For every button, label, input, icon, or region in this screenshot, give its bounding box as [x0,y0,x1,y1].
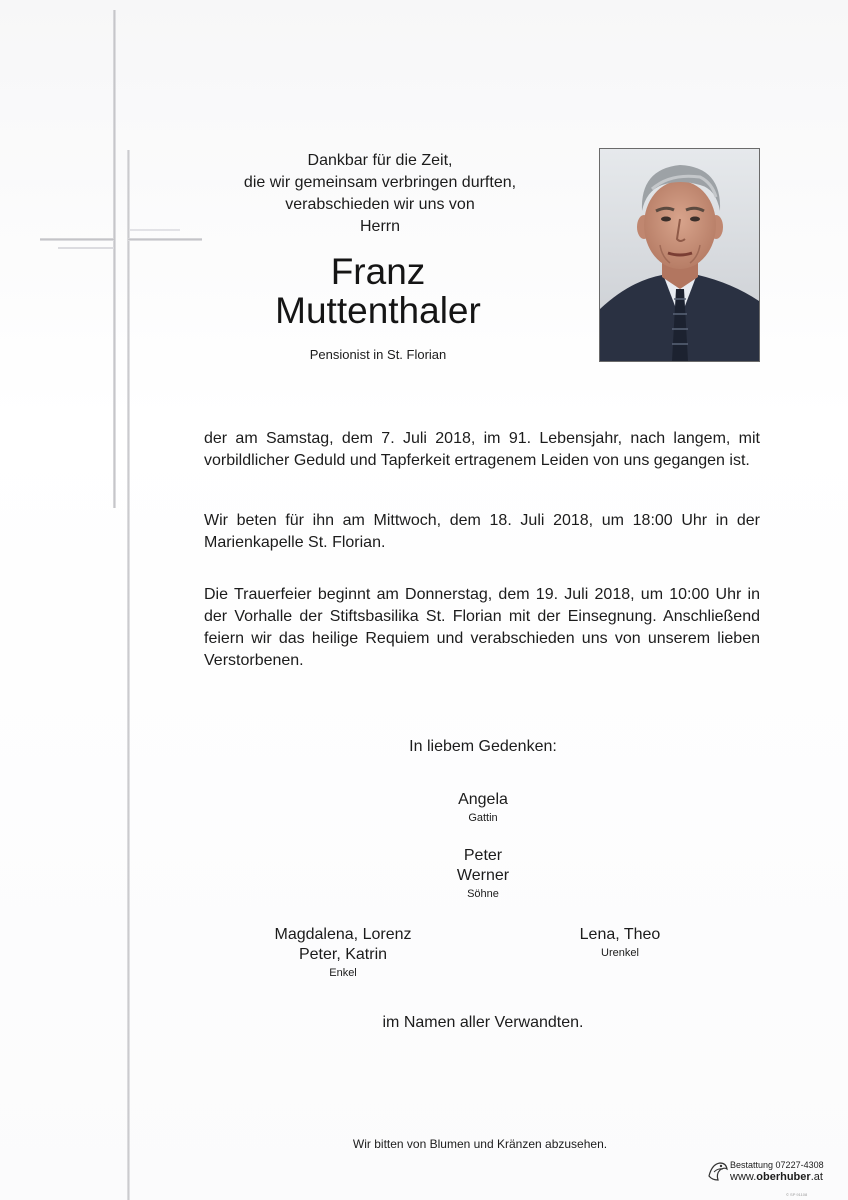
funeral-home-footer [706,1158,840,1194]
intro-line: die wir gemeinsam verbringen durften, [243,174,517,191]
cross-horizontal-right-shadow [130,229,180,231]
mourner-relation: Urenkel [601,947,639,959]
web-suffix: .at [810,1171,823,1183]
flowers-note: Wir bitten von Blumen und Kränzen abzusehen. [352,1137,608,1151]
deceased-name [228,252,528,330]
mourner-group [243,925,443,981]
cross-horizontal-left [40,238,114,241]
funeral-home-website[interactable] [730,1171,823,1183]
intro-line: verabschieden wir uns von [285,196,475,213]
last-name: Muttenthaler [275,290,481,331]
mourner-name: Werner [456,867,510,884]
mourner-group [520,925,720,961]
death-notice-paragraph: der am Samstag, dem 7. Juli 2018, im 91. Lebensjahr, nach langem, mit vorbildlicher Geduld und Tapferkeit ertragenem Leiden von uns gegangen ist. [204,430,760,469]
mourner-group [383,790,583,826]
print-code: © SP 91108 [786,1192,808,1197]
prayer-paragraph: Wir beten für ihn am Mittwoch, dem 18. Juli 2018, um 18:00 Uhr in der Marienkapelle St. Florian. [204,512,760,551]
salutation: Herrn [359,218,400,235]
cross-horizontal-left-shadow [58,247,114,249]
cross-vertical-line-shadow [127,150,130,1200]
mourner-relation: Gattin [468,812,498,824]
occupation: Pensionist in St. Florian [309,347,447,362]
mourner-group [383,846,583,902]
cross-vertical-line [113,10,116,508]
portrait-photo [599,148,760,362]
closing-line: im Namen aller Verwandten. [382,1014,584,1031]
mourner-name: Peter, Katrin [298,946,388,963]
cross-horizontal-right [128,238,202,241]
company-label: Bestattung [730,1160,774,1170]
web-brand: oberhuber [756,1171,811,1183]
web-prefix: www. [730,1171,757,1183]
intro-text [230,150,530,238]
mourner-name: Angela [458,791,508,808]
bestattung-logo-icon [706,1158,730,1184]
phone-number: 07227-4308 [775,1160,824,1170]
funeral-home-contact [730,1160,824,1170]
funeral-paragraph: Die Trauerfeier beginnt am Donnerstag, dem 19. Juli 2018, um 10:00 Uhr in der Vorhalle der Stiftsbasilika St. Florian mit der Einsegnung. Anschließend feiern wir das heilige Requiem und verabschieden uns von unserem lieben Verstorbenen. [204,586,760,669]
memory-heading: In liebem Gedenken: [409,738,557,755]
mourner-name: Peter [463,847,503,864]
mourner-relation: Enkel [329,967,357,979]
mourner-name: Lena, Theo [579,926,661,943]
first-name: Franz [330,251,426,292]
mourner-name: Magdalena, Lorenz [274,926,412,943]
mourner-relation: Söhne [467,888,499,900]
intro-line: Dankbar für die Zeit, [307,152,453,169]
